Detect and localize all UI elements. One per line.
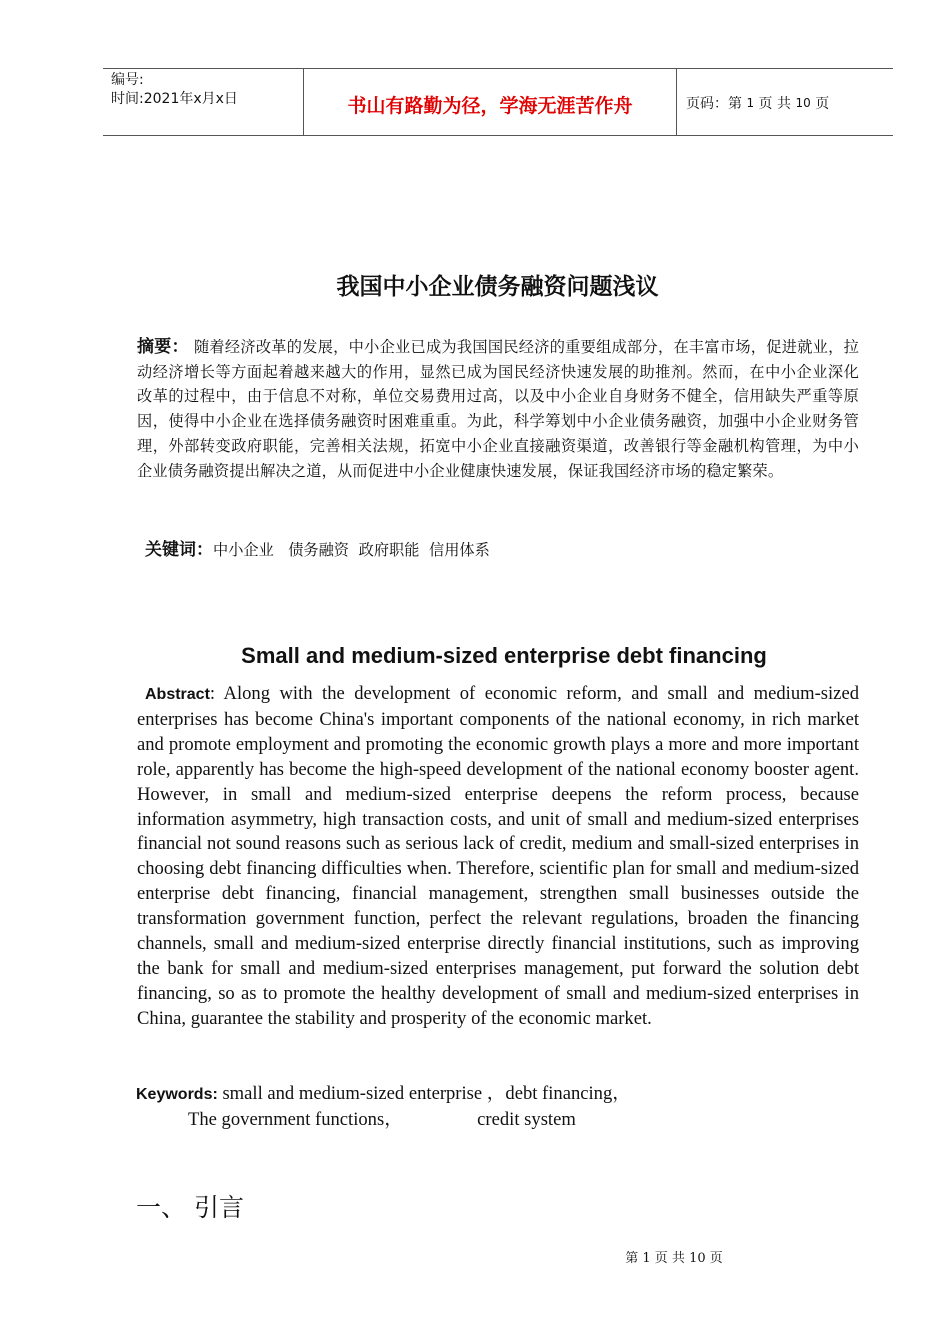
english-abstract <box>137 682 859 1032</box>
chinese-title: 我国中小企业债务融资问题浅议 <box>336 274 659 300</box>
chinese-abstract <box>137 335 859 483</box>
english-title: Small and medium-sized enterprise debt financing <box>241 643 767 668</box>
english-keywords <box>136 1081 631 1132</box>
chinese-keywords <box>145 535 490 560</box>
header-motto: 书山有路勤为径，学海无涯苦作舟 <box>304 69 677 135</box>
header-page-total: 10 <box>795 96 811 110</box>
english-keywords-line-1: small and medium-sized enterprise ，debt financing， <box>217 1083 631 1104</box>
header-page-suffix: 页 <box>815 96 830 112</box>
english-keywords-label: Keywords: <box>136 1086 218 1103</box>
chinese-abstract-text: 随着经济改革的发展，中小企业已成为我国国民经济的重要组成部分，在丰富市场，促进就业，拉动经济增长等方面起着越来越大的作用，显然已成为国民经济快速发展的助推剂。然而，在中小企业深化改革的过程中，由于信息不对称，单位交易费用过高，以及中小企业自身财务不健全，信用缺失严重等原因，使得中小企业在选择债务融资时困难重重。为此，科学筹划中小企业债务融资，加强中小企业财务管理，外部转变政府职能，完善相关法规，拓宽中小企业直接融资渠道，改善银行等金融机构管理，为中小企业债务融资提出解决之道，从而促进中小企业健康快速发展，保证我国经济市场的稳定繁荣。 <box>137 338 859 480</box>
document-number-label: 编号: <box>111 72 144 88</box>
header-meta <box>103 69 304 135</box>
header-page-prefix: 页码：第 <box>686 96 742 112</box>
footer-page-total: 10 <box>689 1251 706 1266</box>
page-header <box>103 68 893 136</box>
header-page-info <box>677 69 893 135</box>
footer-page-current: 1 <box>642 1251 651 1266</box>
page-footer <box>0 1247 950 1266</box>
chinese-abstract-label: 摘要： <box>137 337 189 357</box>
english-abstract-label: Abstract <box>145 686 210 703</box>
english-abstract-text: : Along with the development of economic reform, and small and medium-sized enterprises has become China's important components of the national economy, in rich market and promote employment and promoting the economic growth plays a more and more important role, apparently has become the high-speed development of the national economy booster agent. However, in small and medium-sized enterprise deepens the reform process, because information asymmetry, high transaction costs, and unit of small and medium-sized enterprises financial not sound reasons such as serious lack of credit, medium and small-sized enterprises in choosing debt financing difficulties when. Therefore, scientific plan for small and medium-sized enterprise debt financing, financial management, strengthen small businesses outside the transformation government function, perfect the relevant regulations, broaden the financing channels, small and medium-sized enterprise directly financial institutions, such as improving the bank for small and medium-sized enterprises management, put forward the solution debt financing, so as to promote the healthy development of small and medium-sized enterprises in China, guarantee the stability and prosperity of the economic market. <box>137 683 859 1029</box>
footer-page-suffix: 页 <box>709 1251 723 1266</box>
document-time-label: 时间:2021年x月x日 <box>111 91 238 107</box>
english-keywords-line-2: The government functions， credit system <box>188 1109 576 1130</box>
footer-page-prefix: 第 <box>625 1251 639 1266</box>
chinese-keywords-text: 中小企业 债务融资 政府职能 信用体系 <box>213 541 490 559</box>
chinese-keywords-label: 关键词： <box>145 540 213 560</box>
english-keywords-row-1 <box>136 1081 631 1107</box>
header-page-middle: 页 共 <box>758 96 791 112</box>
footer-page-middle: 页 共 <box>654 1251 685 1266</box>
section-heading-introduction: 一、 引言 <box>136 1193 244 1222</box>
header-page-current: 1 <box>746 96 755 110</box>
